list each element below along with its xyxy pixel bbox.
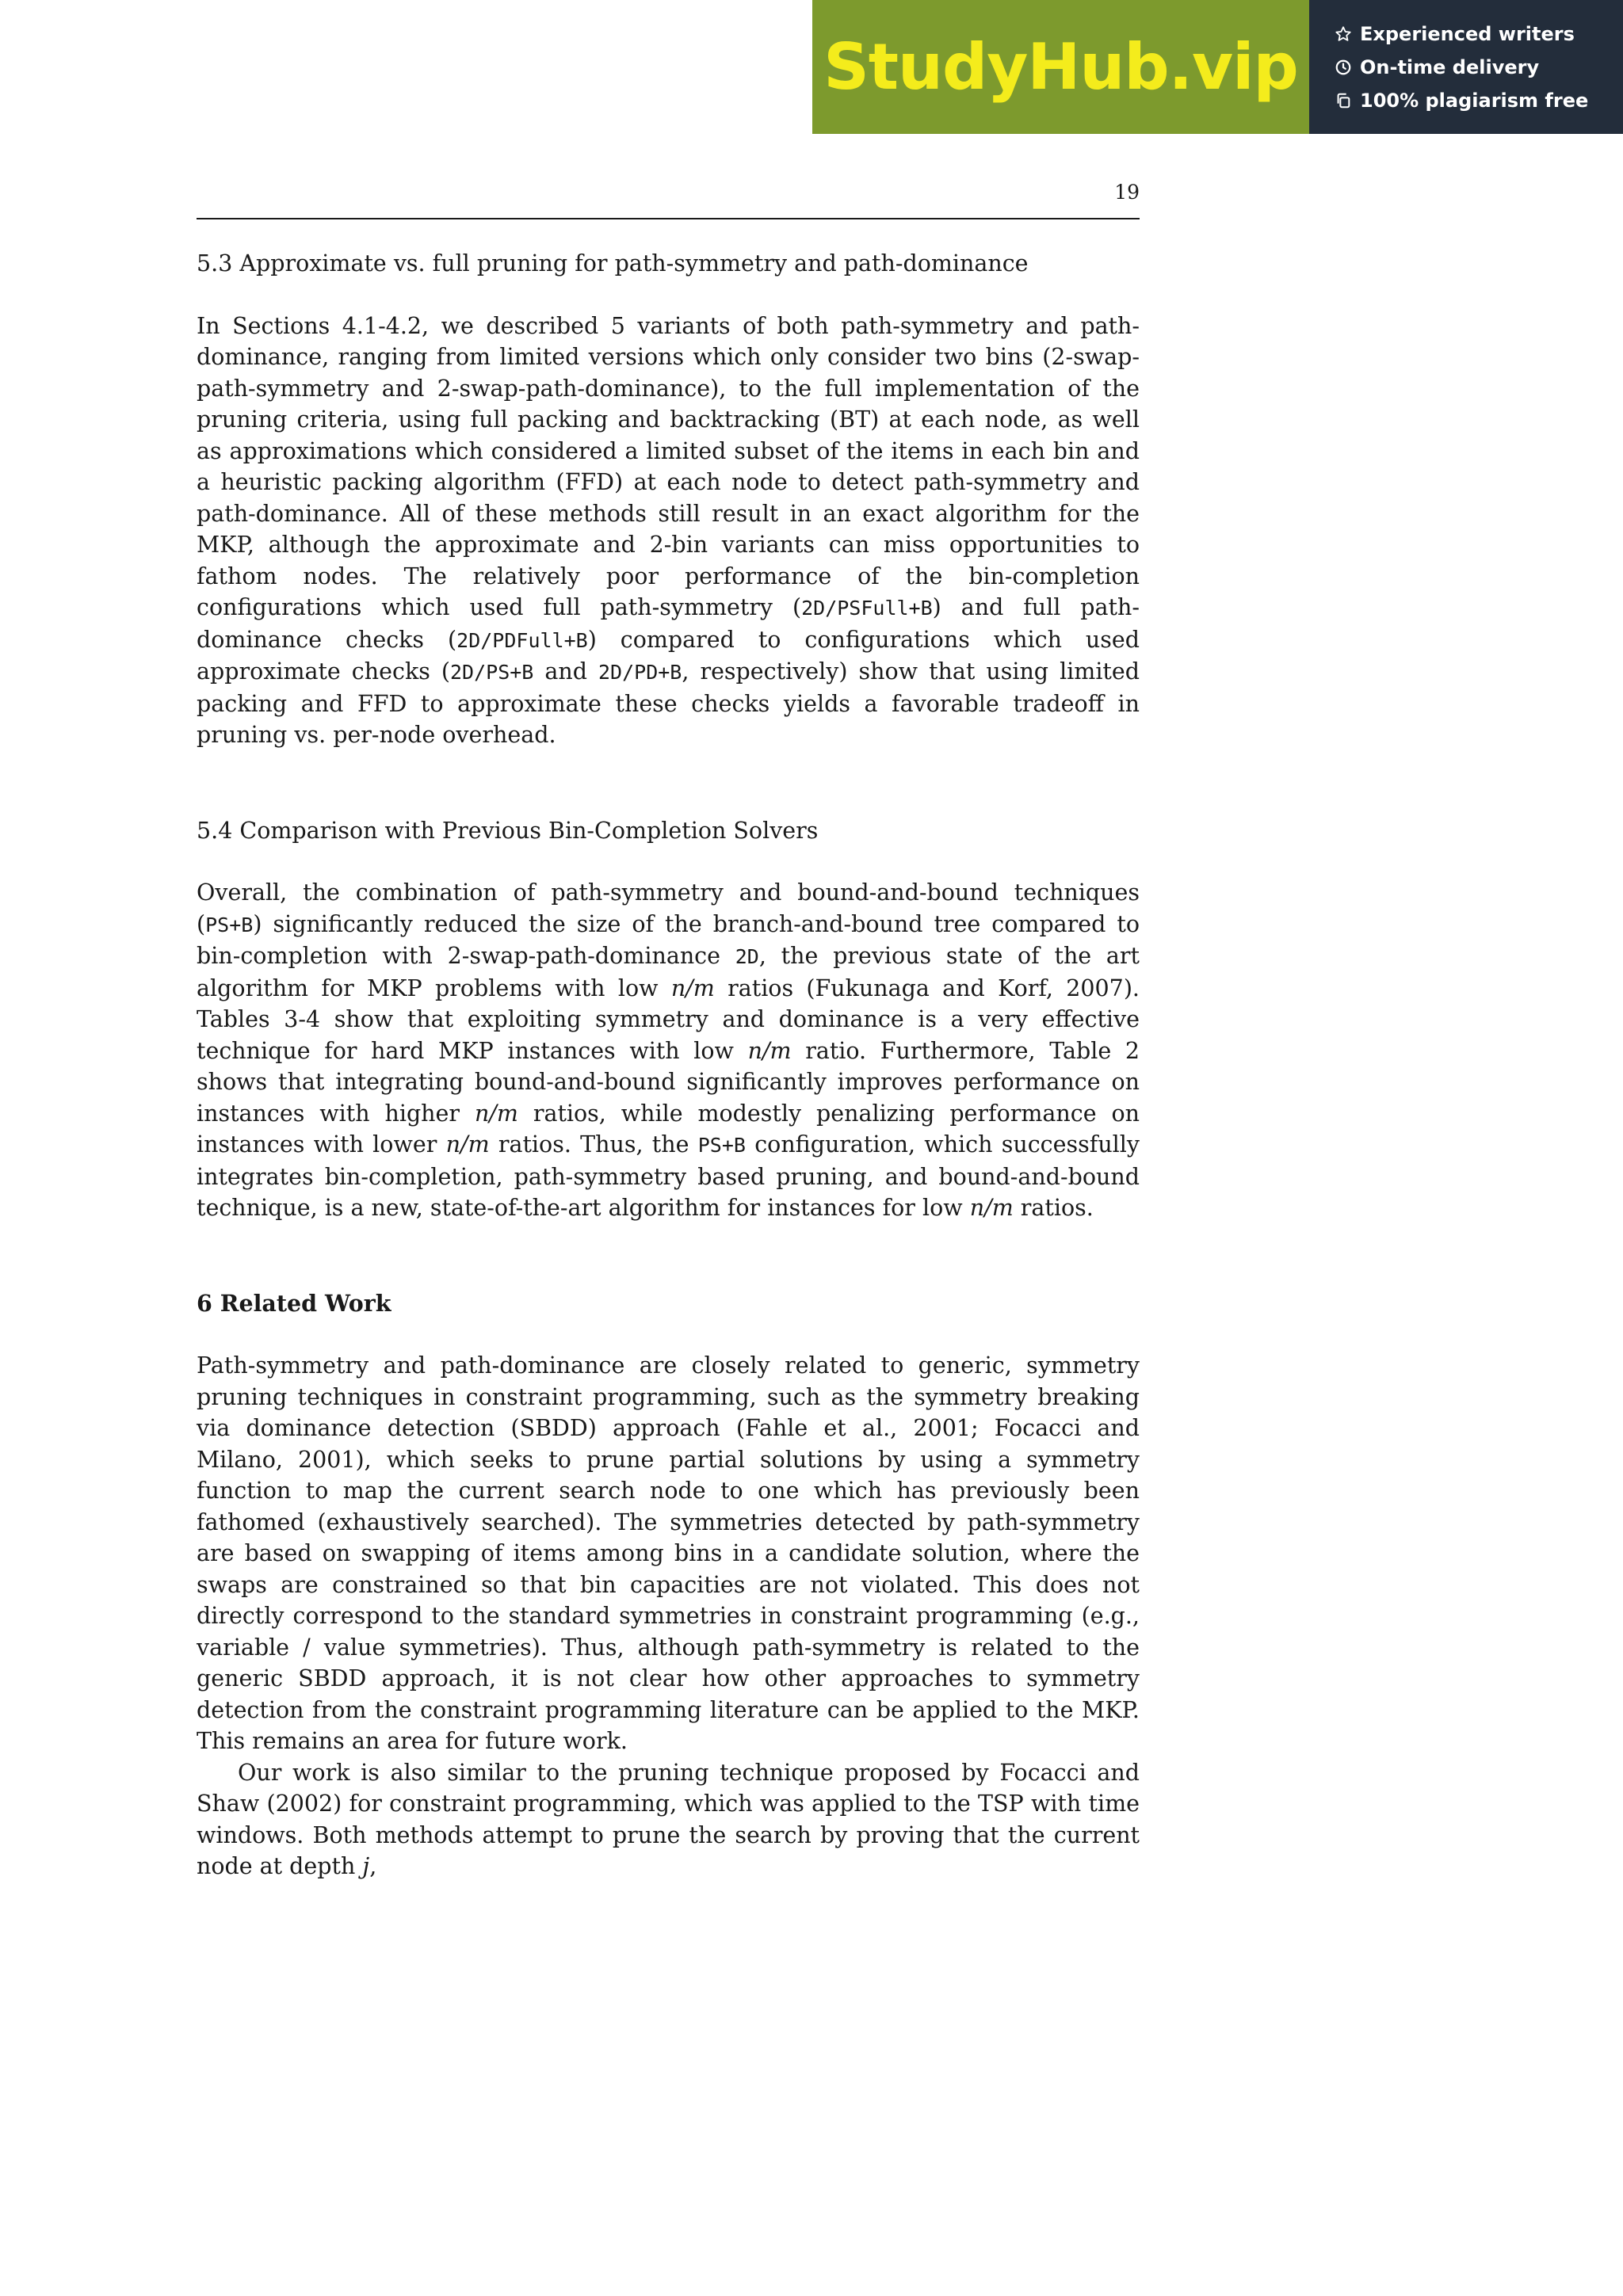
page-content	[197, 248, 1140, 1882]
section-6-title: 6 Related Work	[197, 1289, 391, 1317]
copy-icon	[1333, 90, 1354, 111]
banner-features	[1309, 0, 1623, 134]
section-5-4-paragraph: Overall, the combination of path-symmetry and bound-and-bound techniques (PS+B) significantly reduced the size of the branch-and-bound tree compared to bin-completion with 2-swap-path-dominance 2D, the previous state of the art algorithm for MKP problems with low n/m ratios (Fukunaga and Korf, 2007). Tables 3-4 show that exploiting symmetry and dominance is a very effective technique for hard MKP instances with low n/m ratio. Furthermore, Table 2 shows that integrating bound-and-bound significantly improves performance on instances with higher n/m ratios, while modestly penalizing performance on instances with lower n/m ratios. Thus, the PS+B configuration, which successfully integrates bin-completion, path-symmetry based pruning, and bound-and-bound technique, is a new, state-of-the-art algorithm for instances for low n/m ratios.	[197, 879, 1140, 1221]
banner-logo[interactable]	[812, 0, 1309, 134]
header-rule	[197, 218, 1140, 219]
banner-feature-label: 100% plagiarism free	[1360, 89, 1589, 112]
ad-banner[interactable]	[812, 0, 1623, 134]
banner-feature-plagiarism	[1333, 84, 1623, 117]
banner-feature-label: Experienced writers	[1360, 22, 1575, 45]
banner-feature-delivery	[1333, 51, 1623, 84]
section-5-4-title: 5.4 Comparison with Previous Bin-Completion Solvers	[197, 817, 819, 844]
banner-feature-writers	[1333, 17, 1623, 51]
banner-logo-text: StudyHub.vip	[823, 30, 1298, 104]
banner-feature-label: On-time delivery	[1360, 55, 1540, 78]
section-6-paragraph-1: Path-symmetry and path-dominance are closely related to generic, symmetry pruning techniques in constraint programming, such as the symmetry breaking via dominance detection (SBDD) approach (Fahle et al., 2001; Focacci and Milano, 2001), which seeks to prune partial solutions by using a symmetry function to map the current search node to one which has previously been fathomed (exhaustively searched). The symmetries detected by path-symmetry are based on swapping of items among bins in a candidate solution, where the swaps are constrained so that bin capacities are not violated. This does not directly correspond to the standard symmetries in constraint programming (e.g., variable / value symmetries). Thus, although path-symmetry is related to the generic SBDD approach, it is not clear how other approaches to symmetry detection from the constraint programming literature can be applied to the MKP. This remains an area for future work.	[197, 1352, 1140, 1754]
section-6-paragraph-2: Our work is also similar to the pruning technique proposed by Focacci and Shaw (2002) for constraint programming, which was applied to the TSP with time windows. Both methods attempt to prune the search by proving that the current node at depth j,	[197, 1759, 1140, 1879]
section-5-3-title: 5.3 Approximate vs. full pruning for path-symmetry and path-dominance	[197, 250, 1029, 277]
star-icon	[1333, 24, 1354, 44]
clock-icon	[1333, 57, 1354, 78]
section-5-3-paragraph: In Sections 4.1-4.2, we described 5 variants of both path-symmetry and path-dominance, ranging from limited versions which only consider two bins (2-swap-path-symmetry and 2-swap-path-dominance), to the full implementation of the pruning criteria, using full packing and backtracking (BT) at each node, as well as approximations which considered a limited subset of the items in each bin and a heuristic packing algorithm (FFD) at each node to detect path-symmetry and path-dominance. All of these methods still result in an exact algorithm for the MKP, although the approximate and 2-bin variants can miss opportunities to fathom nodes. The relatively poor performance of the bin-completion configurations which used full path-symmetry (2D/PSFull+B) and full path-dominance checks (2D/PDFull+B) compared to configurations which used approximate checks (2D/PS+B and 2D/PD+B, respectively) show that using limited packing and FFD to approximate these checks yields a favorable tradeoff in pruning vs. per-node overhead.	[197, 312, 1140, 748]
page-number: 19	[1114, 181, 1140, 204]
